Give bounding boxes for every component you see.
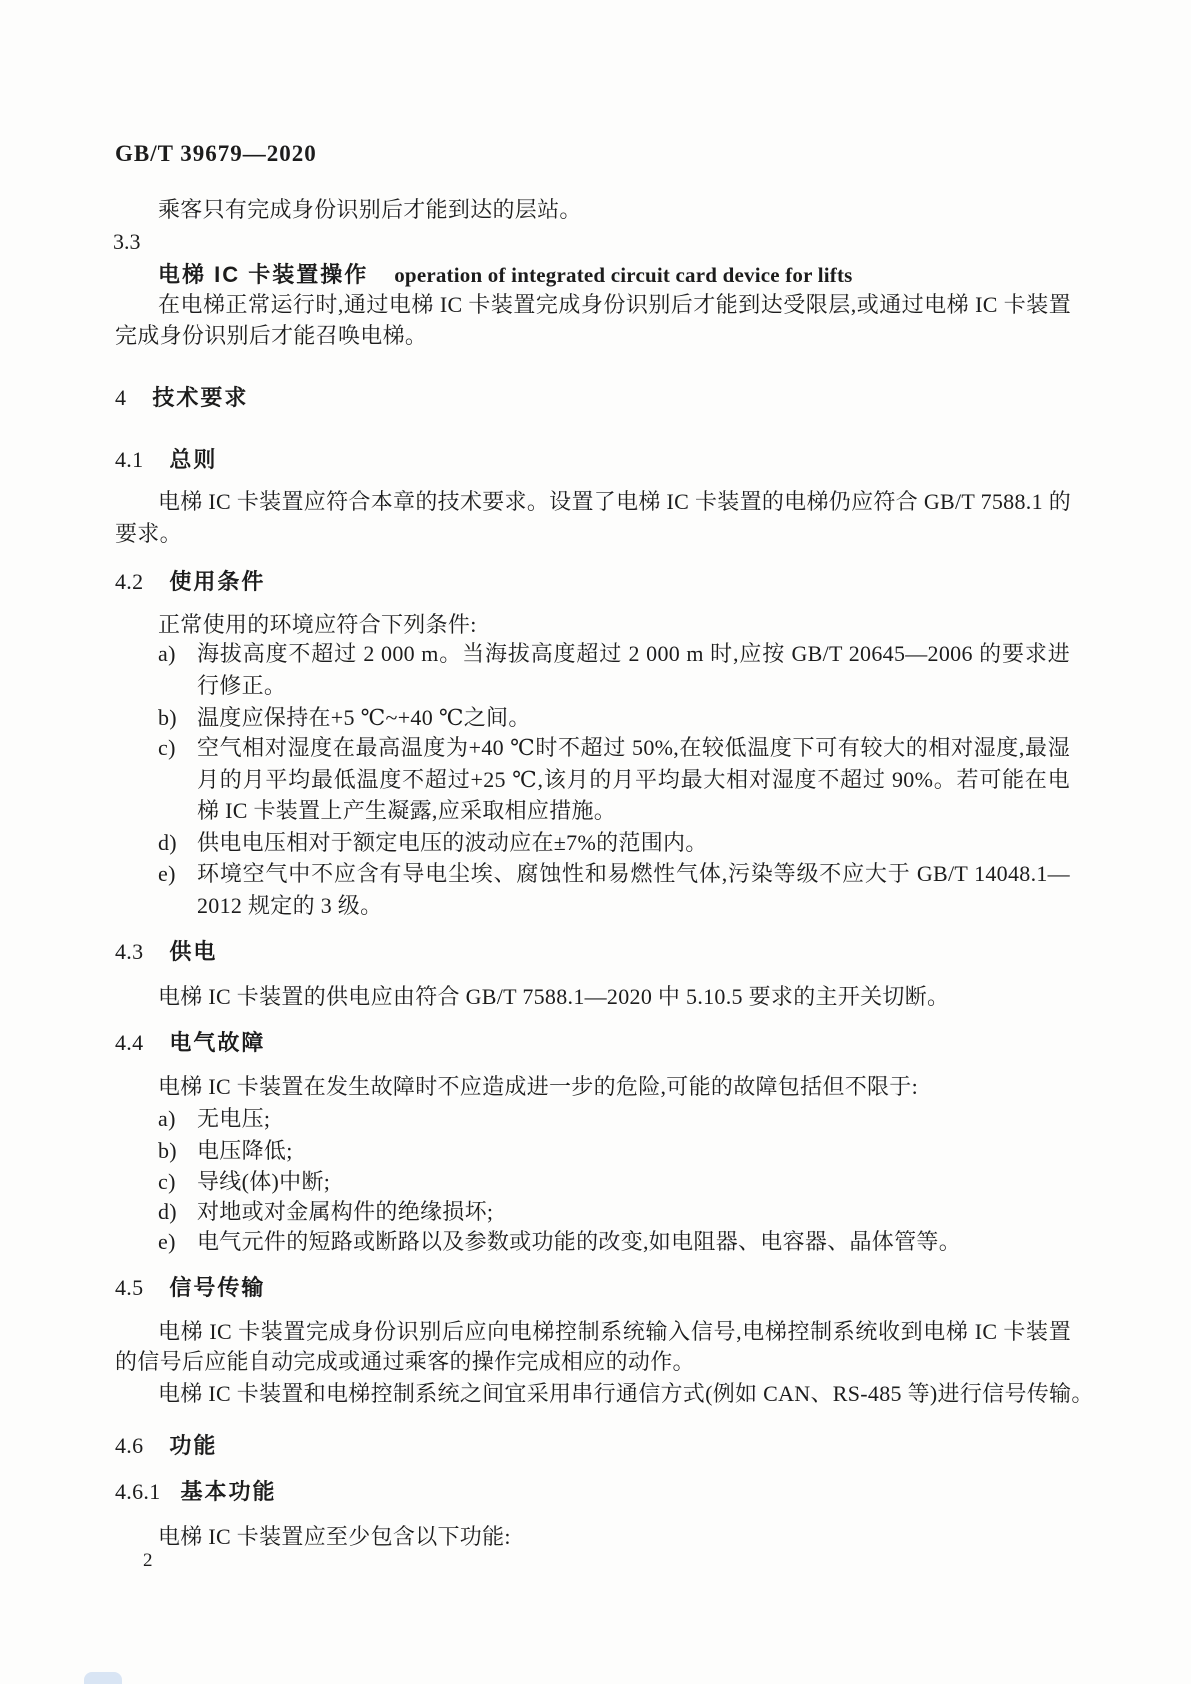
list-item-4-2-a	[158, 638, 1070, 701]
paragraph-4-6-1-intro: 电梯 IC 卡装置应至少包含以下功能:	[158, 1524, 511, 1549]
heading-4-4-number: 4.4	[115, 1030, 144, 1055]
list-label: b)	[158, 705, 177, 730]
paragraph-4-3: 电梯 IC 卡装置的供电应由符合 GB/T 7588.1—2020 中 5.10.5 要求的主开关切断。	[158, 984, 950, 1009]
list-label: d)	[158, 1199, 177, 1224]
list-item-4-2-b	[158, 702, 1070, 734]
list-item-4-4-a	[158, 1103, 1070, 1135]
list-item-4-2-d	[158, 827, 1070, 859]
heading-4-3-title: 供电	[169, 939, 218, 964]
list-label: b)	[158, 1138, 177, 1163]
heading-4-5-number: 4.5	[115, 1275, 144, 1300]
list-label: d)	[158, 830, 177, 855]
heading-4	[115, 381, 248, 412]
list-label: c)	[158, 735, 176, 760]
definition-3-3-body: 在电梯正常运行时,通过电梯 IC 卡装置完成身份识别后才能到达受限层,或通过电梯 IC 卡装置完成身份识别后才能召唤电梯。	[115, 292, 1071, 348]
list-item-4-2-c	[158, 732, 1070, 827]
list-item-4-4-e	[158, 1226, 1070, 1258]
list-label: a)	[158, 641, 176, 666]
list-text: 电压降低;	[197, 1138, 293, 1163]
list-text: 对地或对金属构件的绝缘损坏;	[197, 1199, 494, 1224]
heading-4-6-number: 4.6	[115, 1433, 144, 1458]
term-chinese: 电梯 IC 卡装置操作	[158, 262, 369, 287]
heading-4-6-title: 功能	[169, 1433, 218, 1458]
heading-4-6	[115, 1429, 217, 1460]
paragraph-4-1: 电梯 IC 卡装置应符合本章的技术要求。设置了电梯 IC 卡装置的电梯仍应符合 GB/T 7588.1 的要求。	[115, 489, 1071, 546]
heading-4-6-1	[115, 1475, 277, 1506]
list-text: 温度应保持在+5 ℃~+40 ℃之间。	[197, 705, 531, 730]
list-label: e)	[158, 861, 176, 886]
clause-number-3-3: 3.3	[113, 229, 141, 254]
heading-4-5-title: 信号传输	[169, 1275, 266, 1300]
heading-4-2-title: 使用条件	[169, 569, 266, 594]
heading-4-4	[115, 1026, 265, 1057]
paragraph-4-5-p2: 电梯 IC 卡装置和电梯控制系统之间宜采用串行通信方式(例如 CAN、RS-485 等)进行信号传输。	[158, 1381, 1094, 1406]
scan-corner-artifact	[84, 1672, 122, 1684]
page-number: 2	[143, 1550, 153, 1571]
heading-4-2	[115, 565, 265, 596]
heading-4-2-number: 4.2	[115, 569, 144, 594]
paragraph-4-4-intro: 电梯 IC 卡装置在发生故障时不应造成进一步的危险,可能的故障包括但不限于:	[158, 1074, 919, 1099]
heading-4-title: 技术要求	[152, 385, 249, 410]
list-text: 环境空气中不应含有导电尘埃、腐蚀性和易燃性气体,污染等级不应大于 GB/T 14048.1—2012 规定的 3 级。	[197, 861, 1070, 918]
heading-4-3-number: 4.3	[115, 939, 144, 964]
list-item-4-4-c	[158, 1166, 1070, 1198]
heading-4-1-title: 总则	[169, 447, 218, 472]
heading-4-5	[115, 1271, 265, 1302]
term-english: operation of integrated circuit card device for lifts	[394, 263, 853, 287]
list-label: a)	[158, 1106, 176, 1131]
heading-4-6-1-number: 4.6.1	[115, 1479, 161, 1504]
list-text: 无电压;	[197, 1106, 271, 1131]
heading-4-1	[115, 443, 217, 474]
list-item-4-4-b	[158, 1135, 1070, 1167]
list-text: 导线(体)中断;	[197, 1169, 331, 1194]
list-text: 空气相对湿度在最高温度为+40 ℃时不超过 50%,在较低温度下可有较大的相对湿度,最湿月的月平均最低温度不超过+25 ℃,该月的月平均最大相对湿度不超过 90%。若可能在电梯 IC 卡装置上产生凝露,应采取相应措施。	[197, 735, 1070, 823]
term-entry-3-3	[158, 258, 853, 289]
heading-4-3	[115, 935, 217, 966]
heading-4-1-number: 4.1	[115, 447, 144, 472]
list-label: e)	[158, 1229, 176, 1254]
list-text: 海拔高度不超过 2 000 m。当海拔高度超过 2 000 m 时,应按 GB/T 20645—2006 的要求进行修正。	[197, 641, 1070, 698]
list-label: c)	[158, 1169, 176, 1194]
definition-3-2-tail: 乘客只有完成身份识别后才能到达的层站。	[158, 197, 582, 222]
running-header-standard-code: GB/T 39679—2020	[115, 141, 317, 166]
list-text: 供电电压相对于额定电压的波动应在±7%的范围内。	[197, 830, 708, 855]
list-item-4-4-d	[158, 1196, 1070, 1228]
paragraph-4-5-p1: 电梯 IC 卡装置完成身份识别后应向电梯控制系统输入信号,电梯控制系统收到电梯 IC 卡装置的信号后应能自动完成或通过乘客的操作完成相应的动作。	[115, 1319, 1071, 1374]
paragraph-4-2-intro: 正常使用的环境应符合下列条件:	[158, 612, 477, 637]
heading-4-6-1-title: 基本功能	[180, 1479, 277, 1504]
list-item-4-2-e	[158, 858, 1070, 921]
list-text: 电气元件的短路或断路以及参数或功能的改变,如电阻器、电容器、晶体管等。	[197, 1229, 962, 1254]
heading-4-number: 4	[115, 385, 127, 410]
heading-4-4-title: 电气故障	[169, 1030, 266, 1055]
